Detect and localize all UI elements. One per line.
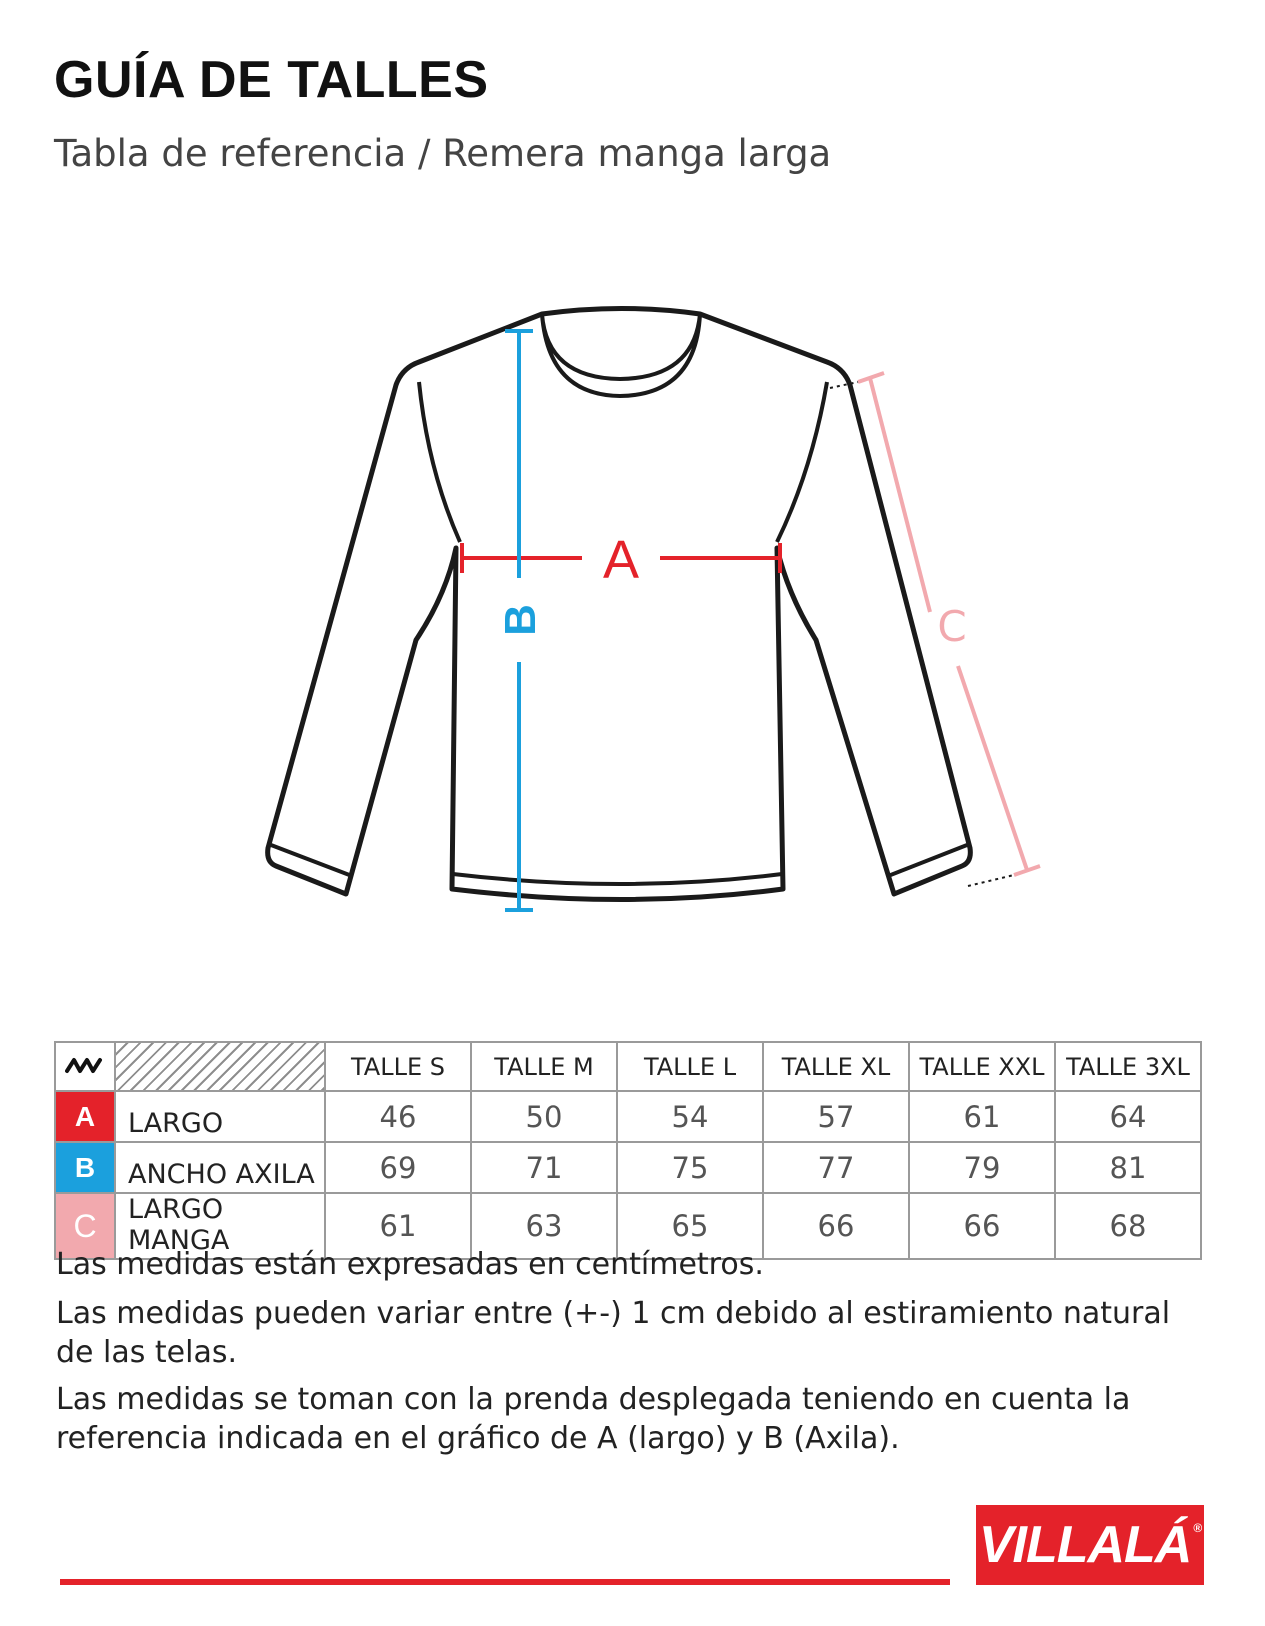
row-label-largo-manga: LARGO MANGA — [115, 1193, 325, 1259]
label-a: A — [602, 530, 640, 590]
brand-mark-icon — [65, 1055, 105, 1075]
table-cell: 61 — [325, 1193, 471, 1259]
table-cell: 54 — [617, 1091, 763, 1142]
hatched-corner-cell — [115, 1042, 325, 1091]
table-cell: 77 — [763, 1142, 909, 1193]
row-label-ancho-axila: ANCHO AXILA — [115, 1142, 325, 1193]
table-cell: 69 — [325, 1142, 471, 1193]
table-cell: 63 — [471, 1193, 617, 1259]
table-cell: 71 — [471, 1142, 617, 1193]
table-cell: 57 — [763, 1091, 909, 1142]
footer-divider — [60, 1579, 950, 1585]
note-units: Las medidas están expresadas en centímetros. — [56, 1247, 764, 1282]
column-header-s: TALLE S — [325, 1042, 471, 1091]
table-header-row — [55, 1042, 1201, 1091]
note-method: Las medidas se toman con la prenda desplegada teniendo en cuenta la referencia indicada en el gráfico de A (largo) y B (Axila). — [56, 1382, 1131, 1456]
registered-mark: ® — [1193, 1521, 1202, 1535]
column-header-3xl: TALLE 3XL — [1055, 1042, 1201, 1091]
column-header-xxl: TALLE XXL — [909, 1042, 1055, 1091]
table-cell: 68 — [1055, 1193, 1201, 1259]
label-c: C — [937, 602, 967, 651]
measurement-notes — [56, 1245, 1216, 1468]
brand-logo — [976, 1505, 1204, 1585]
table-cell: 61 — [909, 1091, 1055, 1142]
table-cell: 75 — [617, 1142, 763, 1193]
size-table — [54, 1041, 1202, 1260]
row-letter-c: C — [55, 1193, 115, 1259]
column-header-l: TALLE L — [617, 1042, 763, 1091]
table-cell: 50 — [471, 1091, 617, 1142]
table-row-ancho-axila — [55, 1142, 1201, 1193]
row-letter-a: A — [55, 1091, 115, 1142]
page-title: GUÍA DE TALLES — [54, 51, 489, 109]
column-header-xl: TALLE XL — [763, 1042, 909, 1091]
table-cell: 46 — [325, 1091, 471, 1142]
label-b: B — [496, 604, 545, 636]
row-letter-b: B — [55, 1142, 115, 1193]
brand-name: VILLALÁ — [978, 1516, 1192, 1574]
table-cell: 64 — [1055, 1091, 1201, 1142]
note-tolerance: Las medidas pueden variar entre (+-) 1 cm debido al estiramiento natural de las telas. — [56, 1296, 1171, 1370]
table-row-largo — [55, 1091, 1201, 1142]
table-cell: 66 — [763, 1193, 909, 1259]
table-cell: 66 — [909, 1193, 1055, 1259]
column-header-m: TALLE M — [471, 1042, 617, 1091]
table-cell: 65 — [617, 1193, 763, 1259]
brand-mark-cell — [55, 1042, 115, 1091]
table-cell: 81 — [1055, 1142, 1201, 1193]
table-cell: 79 — [909, 1142, 1055, 1193]
row-label-largo: LARGO — [115, 1091, 325, 1142]
page-subtitle: Tabla de referencia / Remera manga larga — [54, 132, 832, 175]
